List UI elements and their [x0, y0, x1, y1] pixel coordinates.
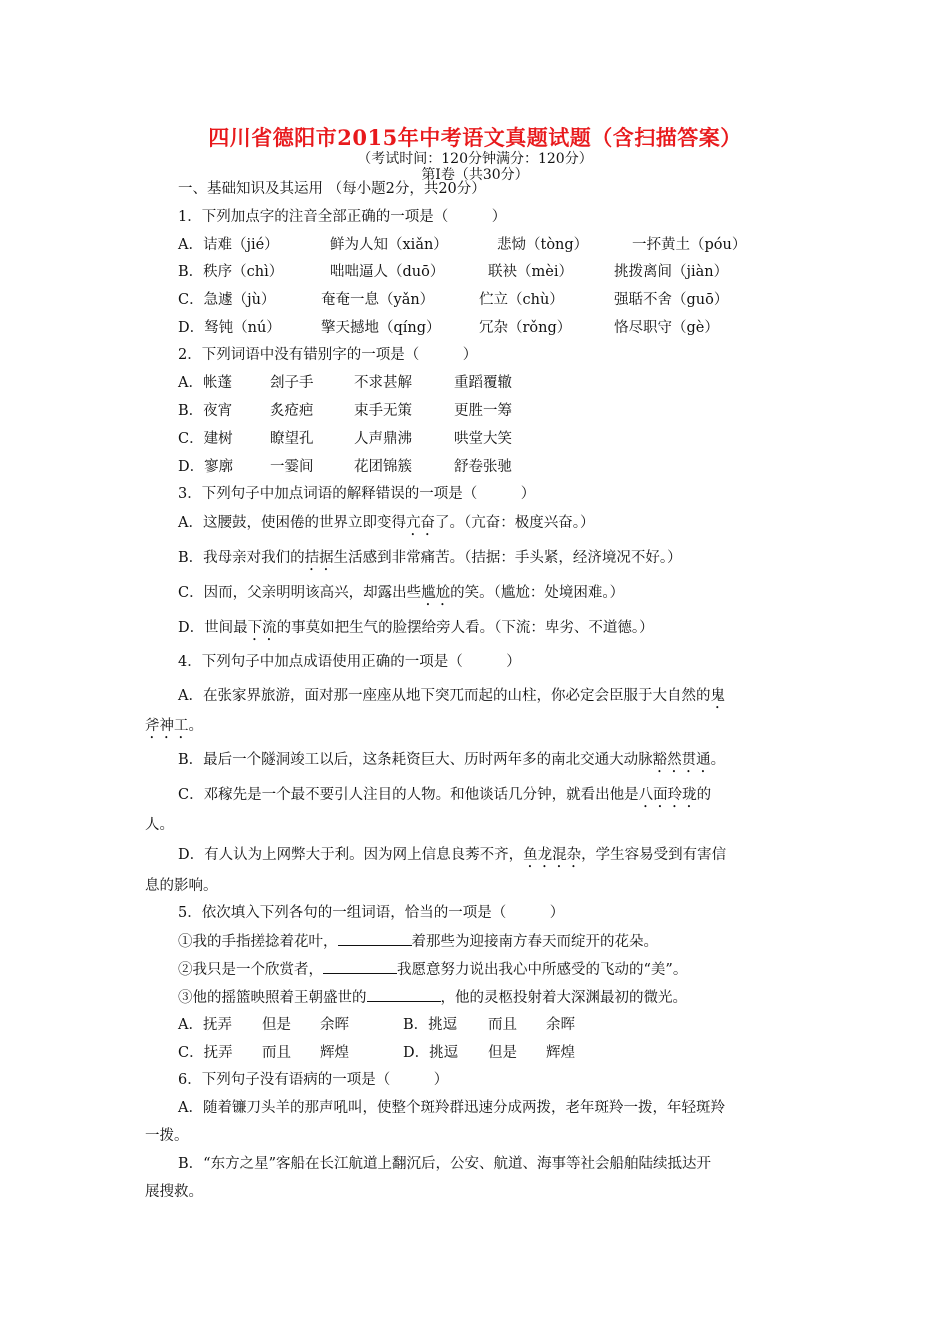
q2-option: 花团锦簇 — [354, 459, 412, 475]
text: 着那些为迎接南方春天而绽开的花朵。 — [411, 934, 658, 950]
q1-option: 冗杂（rǒng） — [479, 320, 572, 336]
text: 我愿意努力说出我心中所感受的飞动的“美”。 — [397, 962, 688, 978]
q2-option: 炙疮疤 — [270, 403, 314, 419]
q6-option-a-line1: A．随着镰刀头羊的那声吼叫，使整个斑羚群迅速分成两拨，老年斑羚一拨，年轻斑羚 — [178, 1100, 725, 1116]
text: 生活感到非常痛苦。（拮据：手头紧，经济境况不好。） — [333, 550, 682, 566]
q2-option: 更胜一筹 — [454, 403, 512, 419]
q2-option: 舒卷张驰 — [454, 459, 512, 475]
text: ，学生容易受到有害信 — [581, 847, 727, 863]
document-title: 四川省德阳市2015年中考语文真题试题（含扫描答案） — [208, 125, 742, 150]
q1-option: 奄奄一息（yǎn） — [321, 292, 435, 308]
q5-option: 而且 — [488, 1017, 517, 1033]
q1-option: 伫立（chù） — [479, 292, 564, 308]
q1-option: 咄咄逼人（duō） — [330, 264, 445, 280]
q6-option-b-line2: 展搜救。 — [145, 1184, 203, 1200]
text: ①我的手指搓捻着花叶， — [178, 934, 338, 950]
q2-option: 人声鼎沸 — [354, 431, 412, 447]
fill-blank — [338, 931, 412, 946]
q2-option: 哄堂大笑 — [454, 431, 512, 447]
q2-option: 瞭望孔 — [270, 431, 314, 447]
q3-option-a — [178, 513, 594, 539]
q6-option-a-line2: 一拨。 — [145, 1128, 189, 1144]
q1-option: 强聒不舍（guō） — [614, 292, 729, 308]
text: A．在张家界旅游，面对那一座座从地下突兀而起的山柱，你必定会臣服于大自然的 — [178, 688, 711, 704]
text: ②我只是一个欣赏者， — [178, 962, 323, 978]
q4-option-d-line2: 息的影响。 — [145, 878, 218, 894]
q3-option-d — [178, 618, 654, 644]
q5-option: 但是 — [488, 1045, 517, 1061]
q1-option: 联袂（mèi） — [488, 264, 573, 280]
q5-option: C．抚弄 — [178, 1045, 233, 1061]
dotted-word: 豁然贯通 — [652, 752, 711, 768]
q1-option: 悲恸（tòng） — [497, 237, 589, 253]
text: ③他的摇篮映照着王朝盛世的 — [178, 990, 367, 1006]
text: D．世间最 — [178, 620, 248, 636]
dotted-word: 拮据 — [304, 550, 334, 566]
q5-option: 辉煌 — [546, 1045, 575, 1061]
q1-option: 一抔黄土（póu） — [632, 237, 747, 253]
q3-option-b — [178, 548, 682, 574]
q1-option: 挑拨离间（jiàn） — [614, 264, 729, 280]
q5-sentence-1 — [178, 931, 658, 952]
q5-option: 但是 — [262, 1017, 291, 1033]
q2-option: A．帐蓬 — [178, 375, 232, 391]
fill-blank — [323, 959, 397, 974]
volume-heading: 第Ⅰ卷（共30分） — [421, 167, 529, 183]
q5-option: 辉煌 — [320, 1045, 349, 1061]
q1-option: A．诘难（jié） — [178, 237, 279, 253]
fill-blank — [367, 987, 441, 1002]
dotted-word: 斧神工 — [145, 718, 189, 734]
dotted-word: 鬼 — [710, 688, 725, 704]
q1-option: 恪尽职守（gè） — [614, 320, 719, 336]
q5-option: 而且 — [262, 1045, 291, 1061]
text: 了。（亢奋：极度兴奋。） — [434, 515, 595, 531]
text: 。 — [188, 718, 203, 734]
q3-stem: 3．下列句子中加点词语的解释错误的一项是（ ） — [178, 486, 536, 502]
q2-stem: 2．下列词语中没有错别字的一项是（ ） — [178, 347, 478, 363]
q6-option-b-line1: B．“东方之星”客船在长江航道上翻沉后，公安、航道、海事等社会船舶陆续抵达开 — [178, 1156, 711, 1172]
q1-option: B．秩序（chì） — [178, 264, 284, 280]
q2-option: C．建树 — [178, 431, 233, 447]
text: D．有人认为上网弊大于利。因为网上信息良莠不齐， — [178, 847, 524, 863]
text: 的事莫如把生气的脸摆给旁人看。（下流：卑劣、不道德。） — [276, 620, 654, 636]
q2-option: 一霎间 — [270, 459, 314, 475]
q1-option: C．急遽（jù） — [178, 292, 276, 308]
q6-stem: 6．下列句子没有语病的一项是（ ） — [178, 1072, 449, 1088]
dotted-word: 八面玲珑 — [638, 787, 697, 803]
dotted-word: 尴尬 — [421, 585, 451, 601]
text: A．这腰鼓，使困倦的世界立即变得 — [178, 515, 406, 531]
text: ，他的灵柩投射着大深渊最初的微光。 — [440, 990, 687, 1006]
q2-option: D．寥廓 — [178, 459, 234, 475]
text: C．因而，父亲明明该高兴，却露出些 — [178, 585, 422, 601]
q5-option: D．挑逗 — [403, 1045, 459, 1061]
text: 的 — [696, 787, 712, 803]
section-heading: 一、基础知识及其运用 （每小题2分，共20分） — [178, 181, 486, 197]
text: B．我母亲对我们的 — [178, 550, 305, 566]
q1-option: 鲜为人知（xiǎn） — [330, 237, 448, 253]
text: 。 — [710, 752, 726, 768]
q4-option-d-line1 — [178, 845, 726, 871]
q5-stem: 5．依次填入下列各句的一组词语，恰当的一项是（ ） — [178, 905, 565, 921]
q1-stem: 1．下列加点字的注音全部正确的一项是（ ） — [178, 209, 507, 225]
q5-option: A．抚弄 — [178, 1017, 232, 1033]
dotted-word: 亢奋 — [405, 515, 435, 531]
q2-option: 束手无策 — [354, 403, 412, 419]
q4-option-c-line2: 人。 — [145, 817, 174, 833]
text: B．最后一个隧洞竣工以后，这条耗资巨大、历时两年多的南北交通大动脉 — [178, 752, 653, 768]
q1-option: 擎天撼地（qíng） — [321, 320, 441, 336]
q4-stem: 4．下列句子中加点成语使用正确的一项是（ ） — [178, 654, 521, 670]
q2-option: 刽子手 — [270, 375, 314, 391]
dotted-word: 鱼龙混杂 — [523, 847, 582, 863]
q4-option-a-line2 — [145, 716, 203, 742]
q2-option: 重蹈覆辙 — [454, 375, 512, 391]
q5-option: 余晖 — [546, 1017, 575, 1033]
q5-option: 余晖 — [320, 1017, 349, 1033]
exam-info: （考试时间：120分钟满分：120分） — [357, 151, 593, 167]
q5-sentence-3 — [178, 987, 687, 1008]
q2-option: B．夜宵 — [178, 403, 233, 419]
q4-option-a-line1 — [178, 686, 725, 712]
q4-option-b — [178, 750, 725, 776]
q3-option-c — [178, 583, 624, 609]
text: C．邓稼先是一个最不要引人注目的人物。和他谈话几分钟，就看出他是 — [178, 787, 639, 803]
q2-option: 不求甚解 — [354, 375, 412, 391]
dotted-word: 下流 — [247, 620, 277, 636]
q1-option: D．驽钝（nú） — [178, 320, 281, 336]
q5-option: B．挑逗 — [403, 1017, 458, 1033]
q4-option-c-line1 — [178, 785, 711, 811]
text: 的笑。（尴尬：处境困难。） — [450, 585, 625, 601]
q5-sentence-2 — [178, 959, 687, 980]
